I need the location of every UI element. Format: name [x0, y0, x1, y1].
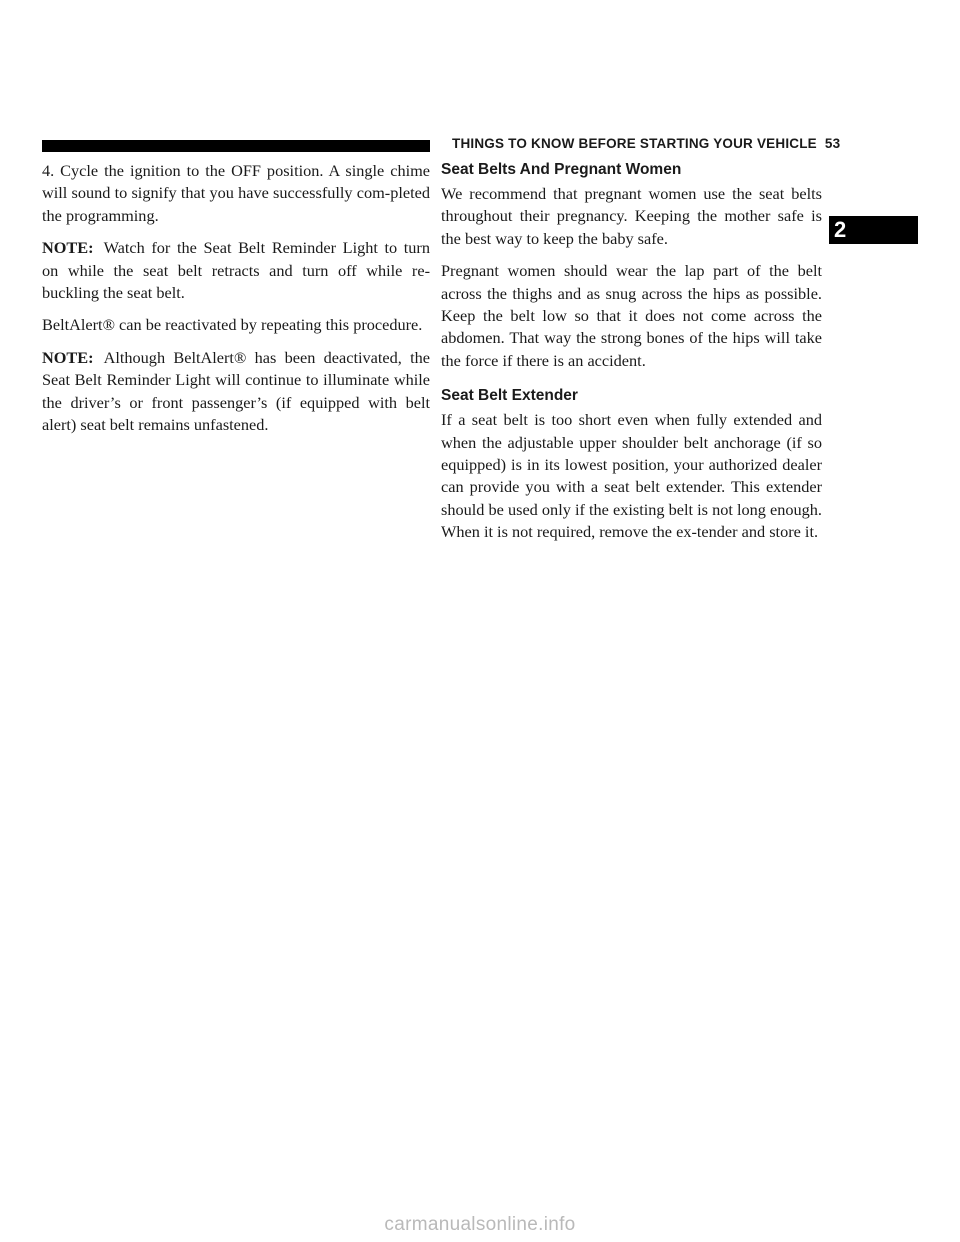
- header-rule: [42, 140, 430, 152]
- watermark: carmanualsonline.info: [384, 1214, 576, 1235]
- page-number: 53: [824, 136, 841, 151]
- running-header: [452, 136, 840, 151]
- header-title: THINGS TO KNOW BEFORE STARTING YOUR VEHICLE: [452, 136, 817, 151]
- note-paragraph: [42, 237, 430, 304]
- note-text: Although BeltAlert® has been deactivated, the Seat Belt Reminder Light will continue to illuminate while the driver’s or front passenger’s (if equipped with belt alert) seat belt remains unfastened.: [42, 347, 430, 435]
- reactivate-paragraph: BeltAlert® can be reactivated by repeating this procedure.: [42, 315, 423, 335]
- section-heading-belt-extender: Seat Belt Extender: [441, 387, 578, 405]
- chapter-tab: 2: [829, 216, 918, 244]
- note-text: Watch for the Seat Belt Reminder Light to turn on while the seat belt retracts and turn off while re-buckling the seat belt.: [42, 238, 430, 303]
- note-label: NOTE:: [42, 347, 94, 367]
- left-column: [42, 160, 430, 446]
- right-column: [441, 160, 822, 554]
- section-heading-pregnant-women: Seat Belts And Pregnant Women: [441, 161, 682, 178]
- note-paragraph-2: [42, 347, 430, 437]
- step-4-paragraph: 4. Cycle the ignition to the OFF position. A single chime will sound to signify that you have successfully com-pleted the programming.: [42, 161, 430, 225]
- belt-extender-paragraph: If a seat belt is too short even when fully extended and when the adjustable upper shoulder belt anchorage (if so equipped) is in its lowest position, your authorized dealer can provide you with a seat belt extender. This extender should be used only if the existing belt is not long enough. When it is not required, remove the ex-tender and store it.: [441, 410, 822, 542]
- note-label: NOTE:: [42, 238, 94, 258]
- pregnant-women-paragraph-2: Pregnant women should wear the lap part of the belt across the thighs and as snug across the hips as possible. Keep the belt low so that it does not come across the abdomen. That way the strong bones of the hips will take the force if there is an accident.: [441, 261, 822, 370]
- pregnant-women-paragraph-1: We recommend that pregnant women use the seat belts throughout their pregnancy. Keeping the mother safe is the best way to keep the baby safe.: [441, 184, 822, 248]
